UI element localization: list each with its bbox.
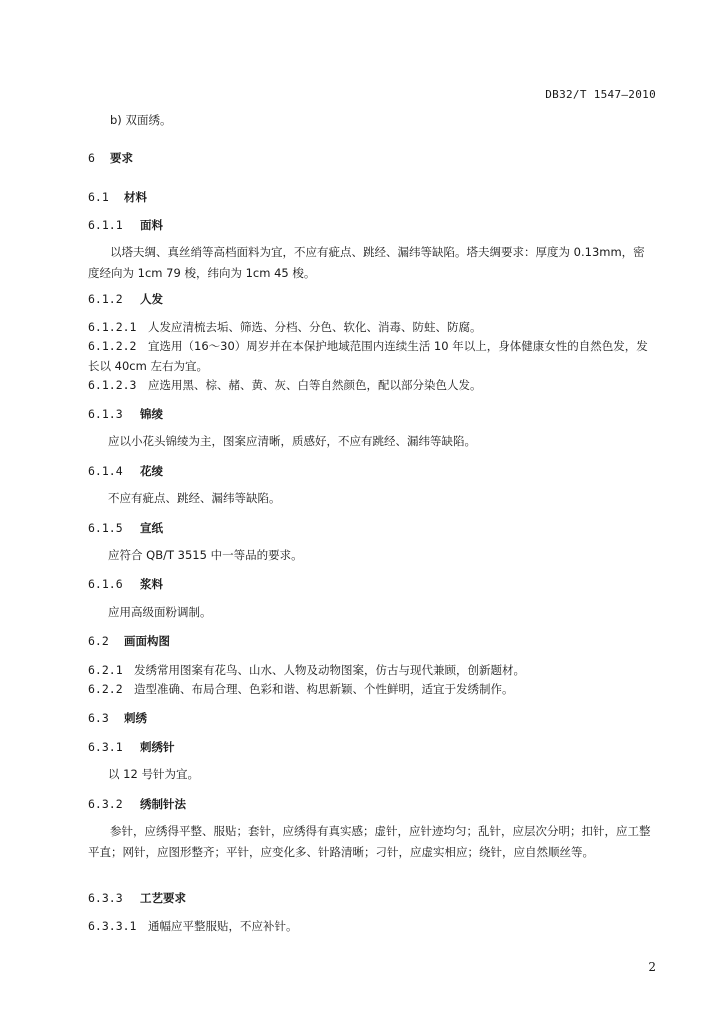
section-number: 6 [88,151,95,165]
clause-number: 6.1.2.1 [88,320,137,334]
section-title: 浆料 [140,577,163,591]
section-title: 人发 [140,292,163,306]
section-6-2-heading [88,631,656,651]
clause-text: 发绣常用图案有花鸟、山水、人物及动物图案，仿古与现代兼顾，创新题材。 [134,663,525,677]
section-title: 画面构图 [124,634,170,648]
section-6-3-1-text: 以 12 号针为宜。 [108,767,199,781]
clause-text: 应选用黑、棕、赭、黄、灰、白等自然颜色，配以部分染色人发。 [148,378,482,392]
clause-text: 人发应清梳去垢、筛选、分档、分色、软化、消毒、防蛀、防腐。 [148,320,482,334]
section-6-1-5-heading [88,518,656,538]
clause-number: 6.1.2.2 [88,339,137,353]
section-number: 6.1.6 [88,577,123,591]
section-6-3-1-heading [88,737,656,757]
section-6-heading [88,148,656,168]
section-title: 锦绫 [140,407,163,421]
section-6-1-heading [88,187,656,207]
clause-text: 宜选用（16～30）周岁并在本保护地域范围内连续生活 10 年以上，身体健康女性的自然色发，发长以 40cm 左右为宜。 [88,339,648,373]
section-title: 花绫 [140,464,163,478]
clause-6-1-2-1 [88,317,656,337]
section-6-3-2-text: 参针，应绣得平整、服贴；套针，应绣得有真实感；虚针，应针迹均匀；乱针，应层次分明；扣针，应工整平直；网针，应图形整齐；平针，应变化多、针路清晰；刁针，应虚实相应；绕针，应自然顺丝等。 [88,824,651,859]
section-title: 工艺要求 [140,891,186,905]
section-number: 6.1.2 [88,292,123,306]
section-6-1-6-text: 应用高级面粉调制。 [108,605,212,619]
section-number: 6.1.3 [88,407,123,421]
section-number: 6.3 [88,711,109,725]
section-6-3-2-heading [88,794,656,814]
section-6-1-1-text: 以塔夫绸、真丝绡等高档面料为宜，不应有疵点、跳经、漏纬等缺陷。塔夫绸要求：厚度为 0.13mm，密度经向为 1cm 79 梭，纬向为 1cm 45 梭。 [88,245,645,280]
section-number: 6.3.1 [88,740,123,754]
clause-text: 造型准确、布局合理、色彩和谐、构思新颖、个性鲜明，适宜于发绣制作。 [134,682,514,696]
section-6-1-4-heading [88,461,656,481]
section-number: 6.1.1 [88,218,123,232]
section-6-1-6-heading [88,574,656,594]
section-6-1-4-text: 不应有疵点、跳经、漏纬等缺陷。 [108,491,281,505]
section-title: 要求 [110,151,133,165]
page-number: 2 [648,960,656,974]
clause-number: 6.2.2 [88,682,123,696]
section-title: 材料 [124,190,147,204]
section-title: 绣制针法 [140,797,186,811]
section-6-3-3-heading [88,888,656,908]
section-6-3-heading [88,708,656,728]
section-number: 6.3.2 [88,797,123,811]
document-code: DB32/T 1547—2010 [545,88,656,101]
clause-6-2-1 [88,660,656,680]
clause-number: 6.1.2.3 [88,378,137,392]
section-number: 6.1.4 [88,464,123,478]
section-number: 6.3.3 [88,891,123,905]
clause-6-2-2 [88,679,656,699]
section-6-1-5-text: 应符合 QB/T 3515 中一等品的要求。 [108,548,303,562]
section-number: 6.1.5 [88,521,123,535]
clause-6-1-2-2 [88,336,656,376]
section-number: 6.2 [88,634,109,648]
section-number: 6.1 [88,190,109,204]
section-title: 刺绣 [124,711,147,725]
section-title: 面料 [140,218,163,232]
section-6-1-1-heading [88,215,656,235]
clause-number: 6.2.1 [88,663,123,677]
section-title: 刺绣针 [140,740,175,754]
clause-number: 6.3.3.1 [88,919,137,933]
clause-6-3-3-1 [88,916,656,936]
clause-text: 通幅应平整服贴，不应补针。 [148,919,298,933]
section-6-1-3-heading [88,404,656,424]
clause-6-1-2-3 [88,375,656,395]
list-item-b: b) 双面绣。 [110,113,172,127]
section-6-1-3-text: 应以小花头锦绫为主，图案应清晰，质感好，不应有跳经、漏纬等缺陷。 [108,434,476,448]
section-6-1-2-heading [88,289,656,309]
section-title: 宣纸 [140,521,163,535]
